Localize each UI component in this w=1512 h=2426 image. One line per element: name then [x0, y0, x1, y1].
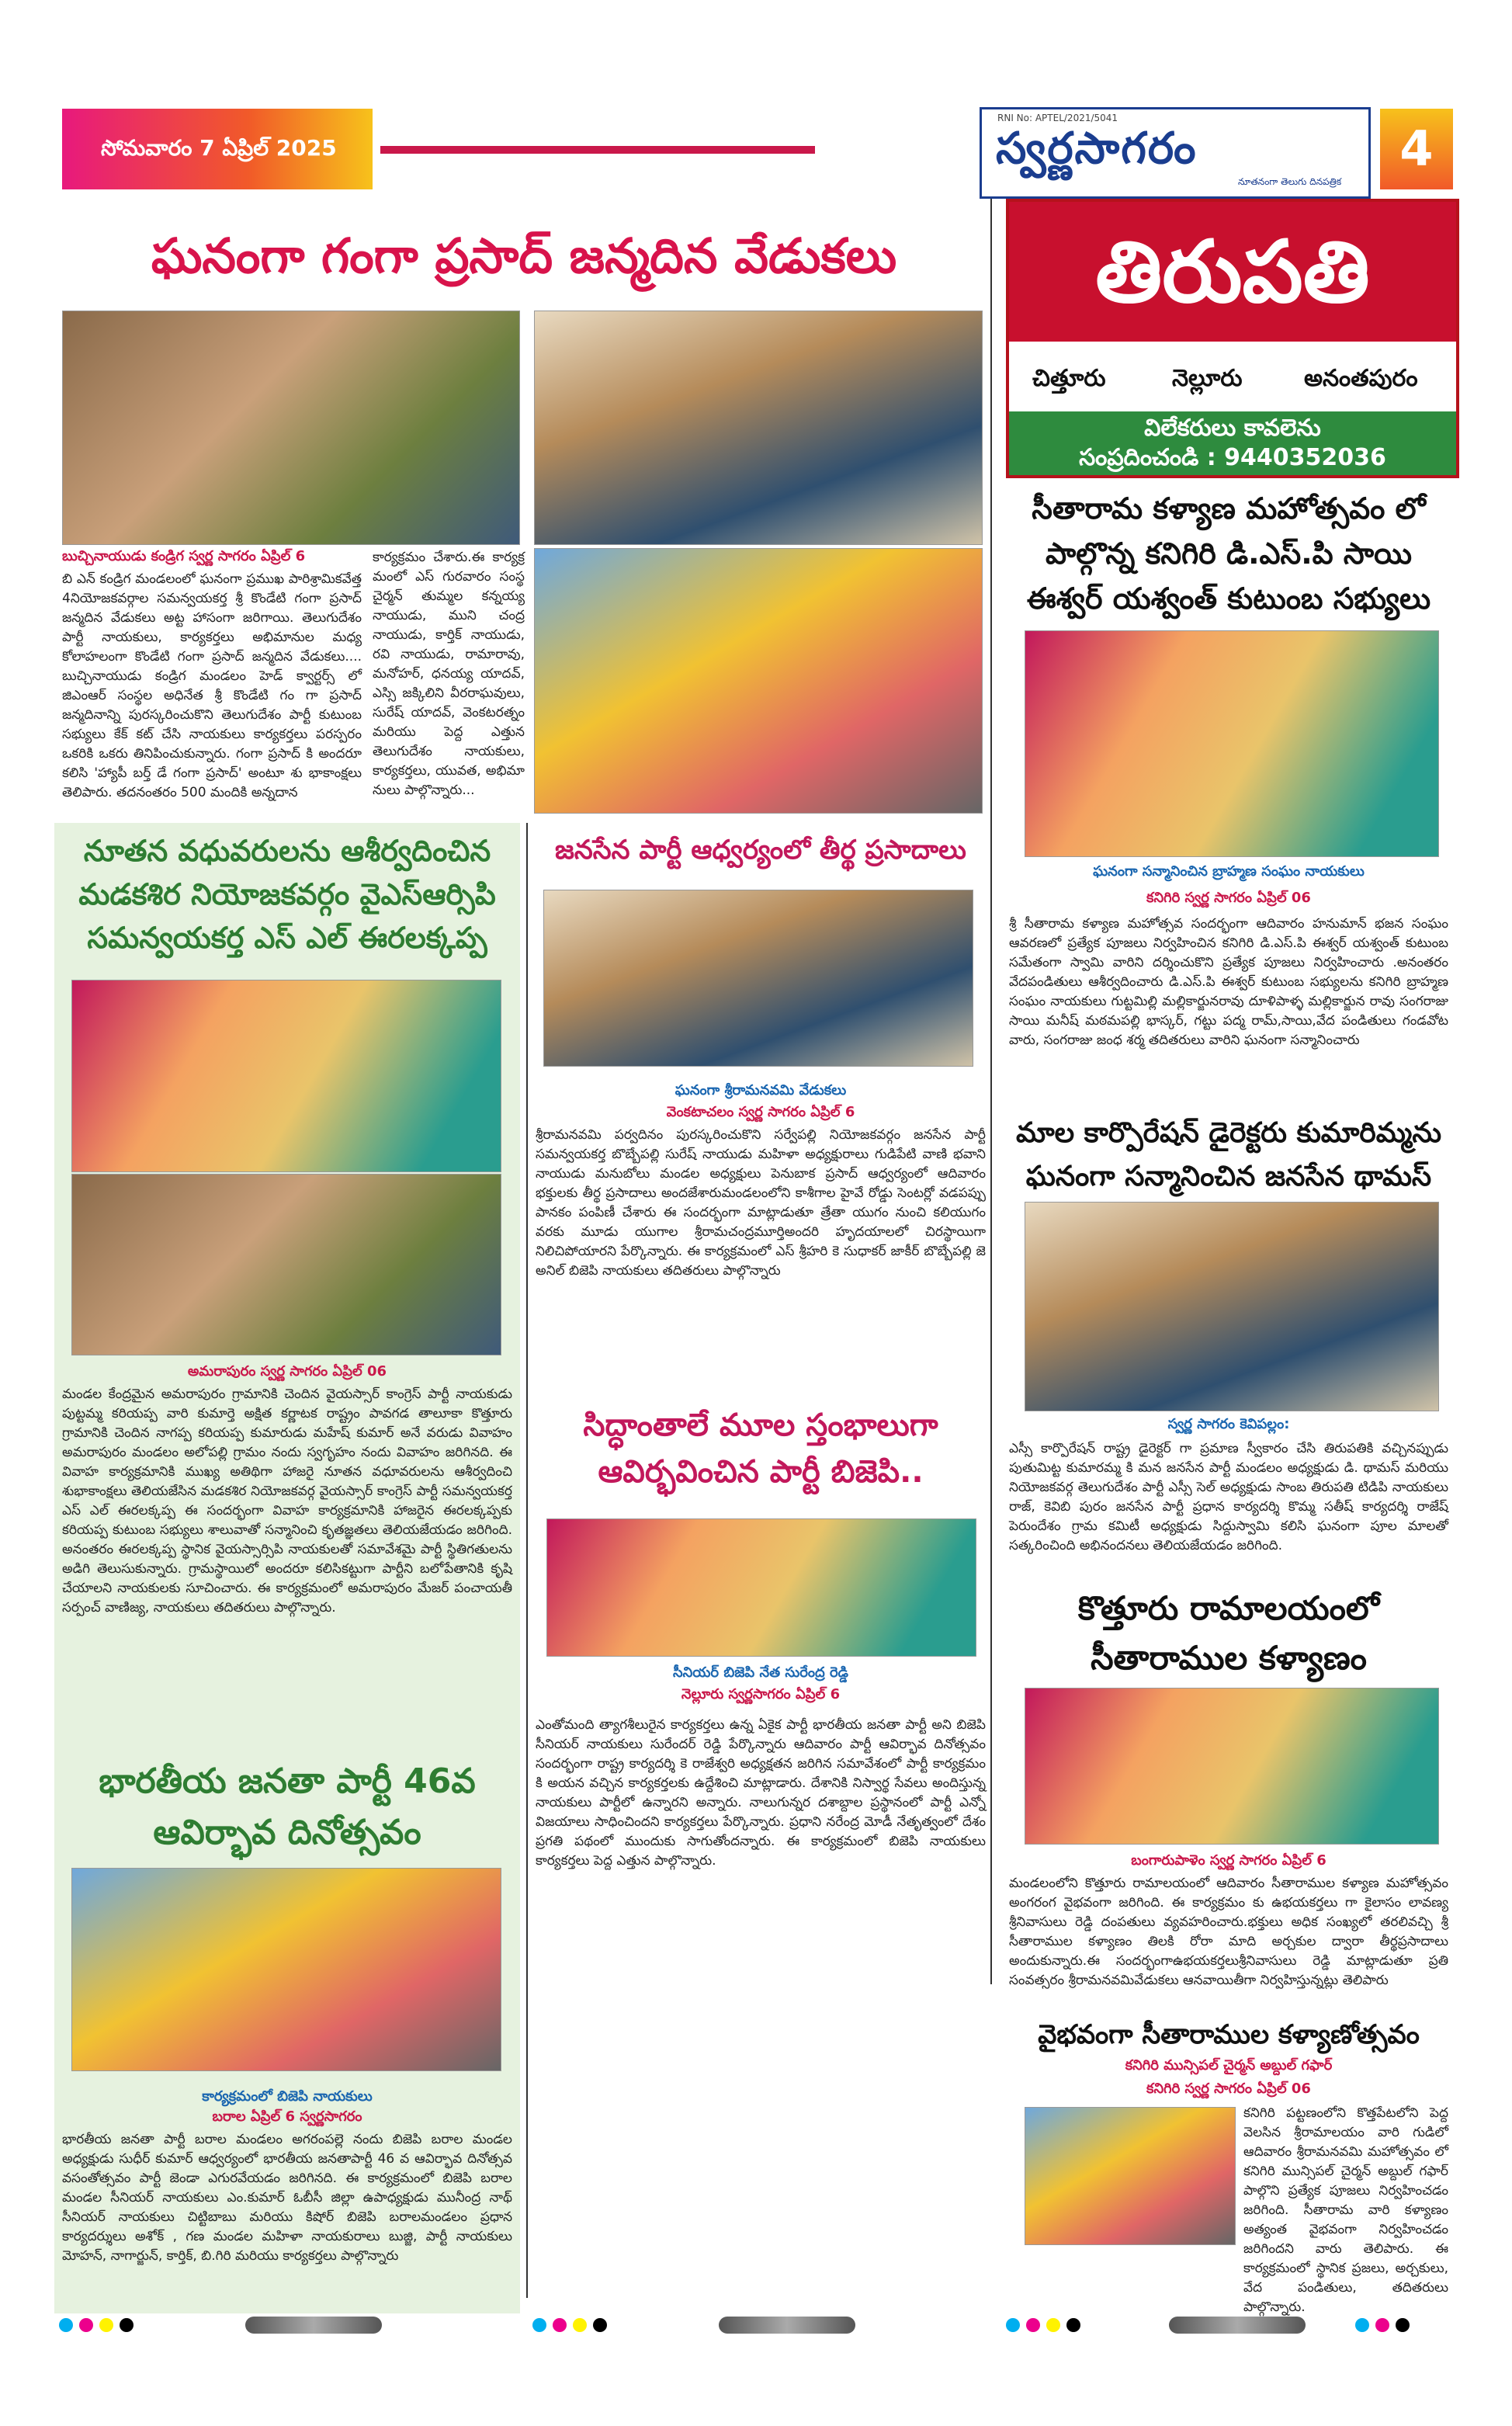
- color-registration-dots: [532, 2318, 613, 2335]
- bjp-photo: [546, 1518, 976, 1657]
- vaibhavanga-dateline: కనిగిరి స్వర్ణ సాగరం ఏప్రిల్ 06: [1146, 2081, 1311, 2097]
- issue-date: సోమవారం 7 ఏప్రిల్ 2025: [101, 135, 337, 161]
- page-number: 4: [1380, 109, 1453, 189]
- tirupati-ad-box: [1006, 199, 1459, 478]
- mala-dateline: స్వర్ణ సాగరం కెవిపల్లం:: [1167, 1416, 1290, 1432]
- header-red-line: [380, 146, 815, 154]
- masthead-registration: RNI No: APTEL/2021/5041: [997, 113, 1118, 123]
- birthday-photo-3: [534, 548, 983, 814]
- date-bar: [62, 109, 869, 189]
- registration-bar: [719, 2317, 855, 2334]
- main-headline: ఘనంగా గంగా ప్రసాద్ జన్మదిన వేడుకలు: [151, 227, 897, 284]
- seetharama-photo: [1025, 630, 1439, 857]
- seetharama-photo-caption: ఘనంగా సన్మానించిన బ్రాహ్మణ సంఘం నాయకులు: [1093, 863, 1365, 880]
- district-name: అనంతపురం: [1304, 365, 1418, 392]
- janasena-dateline: వెంకటాచలం స్వర్ణ సాగరం ఏప్రిల్ 6: [666, 1104, 855, 1120]
- wedding-photo-2: [71, 1174, 501, 1355]
- janasena-photo-caption: ఘనంగా శ్రీరామనవమి వేడుకలు: [675, 1082, 847, 1098]
- mala-headline: మాల కార్పొరేషన్ డైరెక్టరు కుమారిమ్మను ఘనంగా సన్మానించిన జనసేన థామస్: [1015, 1117, 1442, 1192]
- seetharama-headline: సీతారామ కళ్యాణ మహోత్సవం లో పాల్గొన్న కనిగిరి డి.ఎస్.పి సాయి ఈశ్వర్ యశ్వంత్ కుటుంబ సభ్యులు: [1026, 491, 1431, 616]
- madakasira-headline: నూతన వధువరులను ఆశీర్వదించిన మడకశిర నియోజకవర్గం వైఎస్ఆర్సిపి సమన్వయకర్త ఎస్ ఎల్ ఈరలక్కప్ప: [78, 834, 496, 955]
- vaibhavanga-photo: [1025, 2107, 1236, 2245]
- kotturu-photo: [1025, 1688, 1439, 1845]
- janasena-photo: [543, 890, 973, 1067]
- reporters-wanted-panel: [1009, 411, 1456, 475]
- kotturu-body: మండలంలోని కొత్తూరు రామాలయంలో ఆదివారం సీతారాముల కళ్యాణ మహోత్సవం అంగరంగ వైభవంగా జరిగింది. ఈ కార్యక్రమం కు ఉభయకర్తలు గా కైలాసం లావణ్య శ్రీనివాసులు రెడ్డి దంపతులు వ్యవహరించారు.భక్తులు అధిక సంఖ్యలో తరలివచ్చి శ్రీ సీతారాముల కళ్యాణం తిలకి రోరా మాది అర్చకుల ద్వారా తీర్థప్రసాదాలు అందుకున్నారు.ఈ సందర్భంగాఉభయకర్తలుశ్రీనివాసులు రెడ్డి మాట్లాడుతూ ప్రతి సంవత్సరం శ్రీరామనవమివేడుకలు ఆనవాయితీగా నిర్వహిస్తున్నట్లు తెలిపారు: [1009, 1876, 1448, 1988]
- bjp-dateline: నెల్లూరు స్వర్ణసాగరం ఏప్రిల్ 6: [681, 1686, 841, 1702]
- janasena-body: శ్రీరామనవమి పర్వదినం పురస్కరించుకొని సర్వేపల్లి నియోజకవర్గం జనసేన పార్టీ సమన్వయకర్త బొబ్బేపల్లి సురేష్ నాయుడు మహిళా అధ్యక్షురాలు గుడిపేటి వాణి భవాని నాయుడు మనుబోలు మండల అధ్యక్షులు పెనుబాక ప్రసాద్ ఆధ్వర్యంలో ఆదివారం భక్తులకు తీర్థ ప్రసాదాలు అందజేశారుమండలంలోని కాశీగాల హైవే రోడ్డు సెంటర్లో వడపప్పు పానకం పంపిణీ చేశారు ఈ సందర్భంగా మాట్లాడుతూ త్రేతా యుగం నుంచి కలియుగం వరకు మూడు యుగాల శ్రీరామచంద్రమూర్తిఅందరి హృదయాలలో చిరస్థాయిగా నిలిచిపోయారని పేర్కొన్నారు. ఈ కార్యక్రమంలో ఎస్ శ్రీహరి కె సుధాకర్ జాకీర్ బొబ్బేపల్లి జె అనిల్ బిజెపి నాయకులు తదితరులు పాల్గొన్నారు: [536, 1127, 986, 1279]
- madakasira-body: మండల కేంద్రమైన అమరాపురం గ్రామానికి చెందిన వైయస్సార్ కాంగ్రెస్ పార్టీ నాయకుడు పుట్టమ్మ కరియప్ప వారి కుమార్తె అక్షిత కర్ణాటక రాష్ట్రం పావగడ తాలూకా కొత్తూరు గ్రామానికి చెందిన నాగప్ప కరియప్ప కుమారుడు మహేష్ కుమార్ అనే వరుడు వివాహం అమరాపురం మండలం అలోపల్లి గ్రామం నందు స్వగృహం నందు వివాహం జరిగినది. ఈ వివాహ కార్యక్రమానికి ముఖ్య అతిథిగా హాజరై నూతన వధూవరులను ఆశీర్వదించి శుభాకాంక్షలు తెలియజేసిన మడకశిర నియోజకవర్గ వైయస్సార్ కాంగ్రెస్ పార్టీ సమన్వయకర్త ఎస్ ఎల్ ఈరలక్కప్ప ఈ సందర్భంగా వివాహ కార్యక్రమానికి హాజరైన ఈరలక్కప్పకు కరియప్ప కుటుంబ సభ్యులు శాలువాతో సన్మానించి కృతజ్ఞతలు తెలియజేయడం జరిగింది. అనంతరం ఈరలక్కప్ప స్థానిక వైయస్సార్సిపి నాయకులతో సమావేశమై పార్టీ స్థితిగతులను అడిగి తెలుసుకున్నారు. గ్రామస్థాయిలో అందరూ కలిసికట్టుగా పార్టీని బలోపేతానికి కృషి చేయాలని నాయకులకు సూచించారు. ఈ కార్యక్రమంలో అమరాపురం మేజర్ పంచాయతీ సర్పంచ్ వాణిజ్య, నాయకులు తదితరులు పాల్గొన్నారు.: [62, 1387, 512, 1616]
- reporters-wanted-text: విలేకరులు కావలెను: [1144, 415, 1321, 442]
- madakasira-dateline: అమరాపురం స్వర్ణ సాగరం ఏప్రిల్ 06: [187, 1363, 387, 1380]
- color-registration-dots: [59, 2318, 140, 2335]
- tirupati-city-name: తిరుపతి: [1095, 222, 1370, 321]
- masthead: [980, 107, 1371, 199]
- district-list: [1009, 345, 1456, 411]
- bjp-headline: సిద్ధాంతాలే మూల స్తంభాలుగా ఆవిర్భవించిన పార్టీ బిజెపి..: [583, 1407, 938, 1490]
- mala-body: ఎస్సీ కార్పొరేషన్ రాష్ట్ర డైరెక్టర్ గా ప్రమాణ స్వీకారం చేసి తిరుపతికి వచ్చినప్పుడు పుతుమిట్ట కుమారమ్మ కి మన జనసేన పార్టీ మండలం అధ్యక్షుడు డి. థామస్ మరియు నియోజకవర్గ తెలుగుదేశం పార్టీ ఎస్సీ సెల్ అధ్యక్షుడు సాంబ తిరుపతి టిడిపి నాయకులు రాజ్, కెవిబి పురం జనసేన పార్టీ ప్రధాన కార్యదర్శి కొమ్మ సతీష్ కార్యదర్శి రాజేష్ పెరుందేశం గ్రామ కమిటీ అధ్యక్షుడు సిద్దుస్వామి కలిసి ఘనంగా పూల మాలతో సత్కరించింది అభినందనలు తెలియజేయడం జరిగింది.: [1009, 1441, 1448, 1553]
- date-box: [62, 109, 373, 189]
- bjp46-photo-caption: కార్యక్రమంలో బిజెపి నాయకులు: [202, 2088, 373, 2105]
- wedding-photo-1: [71, 980, 501, 1172]
- birthday-photo-2: [534, 311, 983, 545]
- contact-number: సంప్రదించండి : 9440352036: [1079, 444, 1386, 471]
- column-divider: [990, 199, 992, 1984]
- bjp46-body: భారతీయ జనతా పార్టీ బరాల మండలం అగరంపల్లె నందు బిజెపి బరాల మండల అధ్యక్షుడు సుధీర్ కుమార్ ఆధ్వర్యంలో భారతీయ జనతాపార్టీ 46 వ ఆవిర్భావ దినోత్సవ వసంతోత్సవం పార్టీ జెండా ఎగురవేయడం జరిగినది. ఈ కార్యక్రమంలో బిజెపి బరాల మండల సీనియర్ నాయకులు ఎం.కుమార్ ఓబీసీ జిల్లా ఉపాధ్యక్షుడు మునీంద్ర నాథ్ సీనియర్ నాయకులు చిట్టిబాబు మరియు కిషోర్ బిజెపి బరాలమండలం ప్రధాన కార్యదర్శులు అశోక్ , గణ మండల మహిళా నాయకురాలు బుజ్జి, పార్టీ నాయకులు మోహన్, నాగార్జున్, కార్తిక్, బి.గిరి మరియు కార్యకర్తలు పాల్గొన్నారు: [62, 2132, 512, 2264]
- kotturu-headline: కొత్తూరు రామాలయంలో సీతారాముల కళ్యాణం: [1077, 1589, 1380, 1677]
- color-registration-dots: [1355, 2318, 1416, 2335]
- vaibhavanga-subhead: కనిగిరి మున్సిపల్ చైర్మన్ అబ్దుల్ గఫార్: [1125, 2057, 1333, 2074]
- mala-photo: [1025, 1202, 1439, 1411]
- birthday-photo-1: [62, 311, 520, 545]
- registration-bar: [245, 2317, 382, 2334]
- column-divider: [526, 823, 528, 2298]
- bjp46-dateline: బరాల ఏప్రిల్ 6 స్వర్ణసాగరం: [212, 2108, 362, 2125]
- tirupati-red-panel: [1009, 202, 1456, 342]
- vaibhavanga-body: కనిగిరి పట్టణంలోని కొత్తపేటలోని పెద్ద వెలసిన శ్రీరామాలయం వారి గుడిలో ఆదివారం శ్రీరామనవమి మహోత్సవం లో కనిగిరి మున్సిపల్ చైర్మన్ అబ్దుల్ గఫార్ పాల్గొని ప్రత్యేక పూజలు నిర్వహించడం జరిగింది. సీతారామ వారి కళ్యాణం అత్యంత వైభవంగా నిర్వహించడం జరిగిందని వారు తెలిపారు. ఈ కార్యక్రమంలో స్థానిక ప్రజలు, అర్చకులు, వేద పండితులు, తదితరులు పాల్గొన్నారు.: [1243, 2105, 1448, 2315]
- bjp-body: ఎంతోమంది త్యాగశీలురైన కార్యకర్తలు ఉన్న ఏకైక పార్టీ భారతీయ జనతా పార్టీ అని బిజెపి సీనియర్ నాయకులు సురేందర్ రెడ్డి పేర్కొన్నారు ఆదివారం పార్టీ ఆవిర్భావ దినోత్సవం సందర్భంగా రాష్ట్ర కార్యదర్శి కె రాజేశ్వరి అధ్యక్షతన జరిగిన సమావేశంలో పార్టీ కార్యక్రమం కి అయన వచ్చిన కార్యకర్తలకు ఉద్దేశించి మాట్లాడారు. దేశానికి నిస్వార్థ సేవలు అందిస్తున్న నాయకులు పార్టీలో ఉన్నారని అన్నారు. నాలుగున్నర దశాబ్దాల ప్రస్థానంలో పార్టీ ఎన్నో విజయాలు సాధించిందని కార్యకర్తలు పేర్కొన్నారు. ప్రధాని నరేంద్ర మోడీ నేతృత్వంలో దేశం ప్రగతి పథంలో ముందుకు సాగుతోందన్నారు. ఈ కార్యక్రమంలో బిజెపి నాయకులు కార్యకర్తలు పెద్ద ఎత్తున పాల్గొన్నారు.: [536, 1717, 986, 1869]
- district-name: చిత్తూరు: [1032, 365, 1106, 392]
- masthead-title: స్వర్ణసాగరం: [996, 123, 1198, 174]
- seetharama-dateline: కనిగిరి స్వర్ణ సాగరం ఏప్రిల్ 06: [1146, 890, 1311, 906]
- bjp46-headline: భారతీయ జనతా పార్టీ 46వ ఆవిర్భావ దినోత్సవం: [99, 1761, 476, 1852]
- registration-bar: [1169, 2317, 1306, 2334]
- main-story-col2: కార్యక్రమం చేశారు.ఈ కార్యక్ర మంలో ఎస్ గురవారం సంస్థ చైర్మన్ తుమ్మల కన్నయ్య నాయుడు, ముని చంద్ర నాయుడు, కార్తిక్ నాయుడు, రవి నాయుడు, రామారావు, మనోహర్, ధనయ్య యాదవ్, ఎస్సి జక్కిలిని వీరరాఘవులు, సురేష్ యాదవ్, వెంకటరత్నం మరియు పెద్ద ఎత్తున తెలుగుదేశం నాయకులు, కార్యకర్తలు, యువత, అభిమా నులు పాల్గొన్నారు...: [373, 550, 525, 798]
- main-story-col1: బి ఎన్ కండ్రిగ మండలంలో ఘనంగా ప్రముఖ పారిశ్రామికవేత్త 4నియోజకవర్గాల సమన్వయకర్త శ్రీ కొండేటి గంగా ప్రసాద్ జన్మదిన వేడుకలు అట్ట హాసంగా జరిగాయి. తెలుగుదేశం పార్టీ నాయకులు, కార్యకర్తలు అభిమానుల మధ్య కోలాహలంగా కొండేటి గంగా ప్రసాద్ జన్మదిన వేడుకలు.... బుచ్చినాయుడు కండ్రిగ మండలం హెడ్ క్వార్టర్స్ లో జిఎంఆర్ సంస్థల అధినేత శ్రీ కొండేటి గం గా ప్రసాద్ జన్మదినాన్ని పురస్కరించుకొని తెలుగుదేశం పార్టీ కుటుంబ సభ్యులు కేక్ కట్ చేసి నాయకులు కార్యకర్తలు పరస్పరం ఒకరికి ఒకరు తినిపించుకున్నారు. గంగా ప్రసాద్ కి అందరూ కలిసి 'హ్యాపీ బర్త్ డే గంగా ప్రసాద్' అంటూ శు భాకాంక్షలు తెలిపారు. తదనంతరం 500 మందికి అన్నదాన: [62, 571, 362, 800]
- bjp-photo-caption: సీనియర్ బిజెపి నేత సురేంద్ర రెడ్డి: [673, 1664, 848, 1681]
- seetharama-body: శ్రీ సీతారామ కళ్యాణ మహోత్సవ సందర్భంగా ఆదివారం హనుమాన్ భజన సంఘం ఆవరణలో ప్రత్యేక పూజలు నిర్వహించిన కనిగిరి డి.ఎస్.పి ఈశ్వర్ యశ్వంత్ కుటుంబ సమేతంగా స్వామి వారిని దర్శించుకొని ప్రత్యేక పూజలు నిర్వహించారు .అనంతరం వేదపండితులు ఆశీర్వదించారు డి.ఎస్.పి ఈశ్వర్ కుటుంబ సభ్యులను కనిగిరి బ్రాహ్మణ సంఘం నాయకులు గుట్టమిల్లి మల్లికార్జునరావు దూళిపాళ్ళ మల్లికార్జున రావు సంగరాజు సాయి మనీష్ మఠమపల్లి భాస్కర్, గట్టు పద్మ రామ్,సాయి,వేద పండితులు గండవోట వారు, సంగరాజు జంధ శర్మ తదితరులు వారిని ఘనంగా సన్మానించారు: [1009, 916, 1448, 1048]
- kotturu-dateline: బంగారుపాళెం స్వర్ణ సాగరం ఏప్రిల్ 6: [1131, 1852, 1326, 1869]
- masthead-tagline: నూతనంగా తెలుగు దినపత్రిక: [1238, 176, 1342, 187]
- color-registration-dots: [1006, 2318, 1087, 2335]
- bjp46-photo: [71, 1868, 501, 2071]
- district-name: నెల్లూరు: [1172, 365, 1243, 392]
- janasena-headline: జనసేన పార్టీ ఆధ్వర్యంలో తీర్థ ప్రసాదాలు: [555, 835, 966, 866]
- main-story-dateline: బుచ్చినాయుడు కండ్రిగ స్వర్ణ సాగరం ఏప్రిల్ 6: [62, 548, 306, 564]
- vaibhavanga-headline: వైభవంగా సీతారాముల కళ్యాణోత్సవం: [1038, 2019, 1420, 2050]
